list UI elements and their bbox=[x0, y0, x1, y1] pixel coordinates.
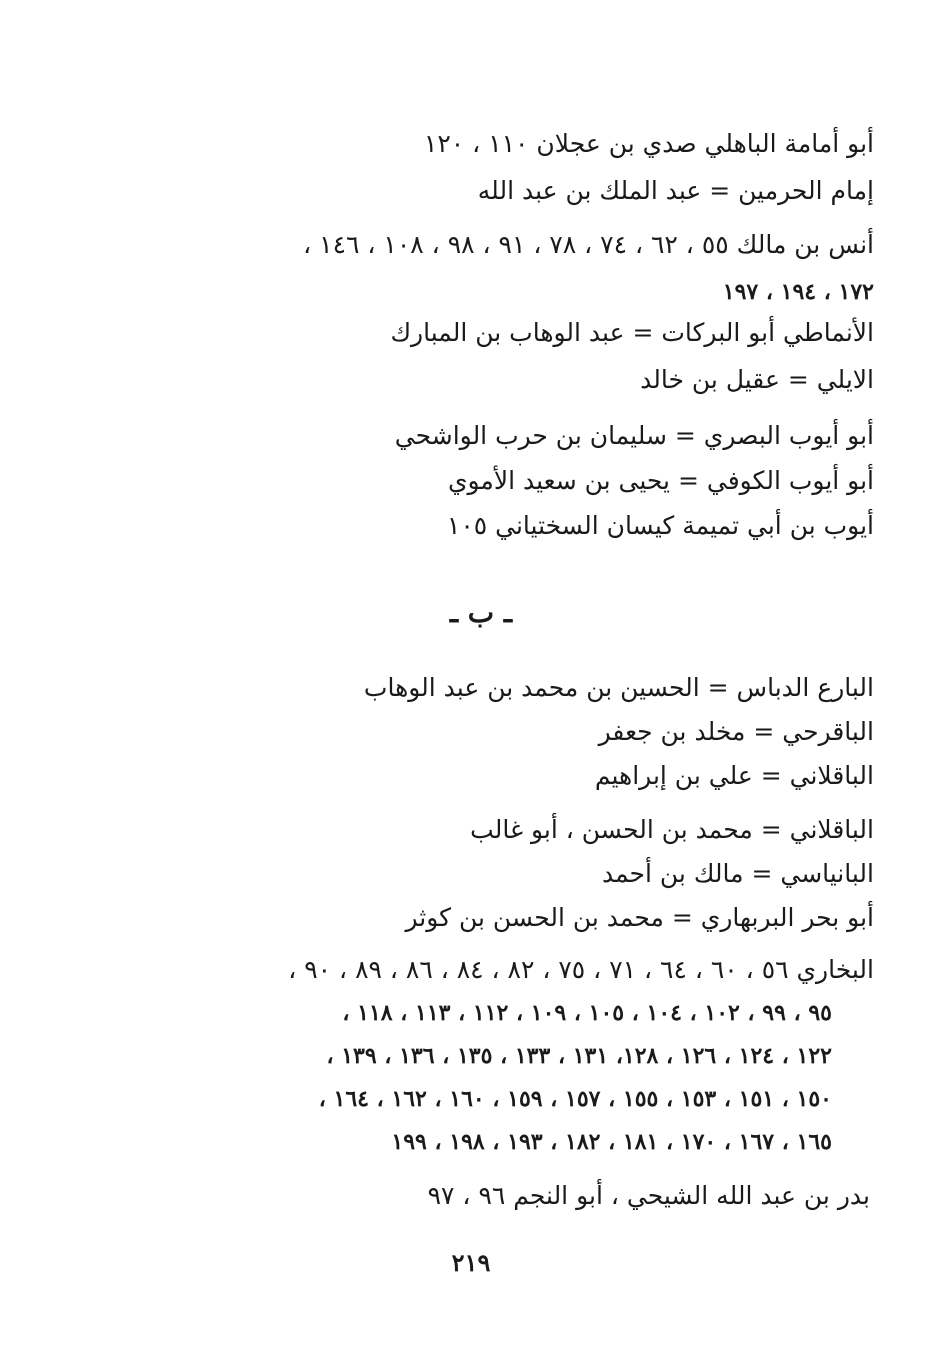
section-heading-ba: ـ ب ـ bbox=[449, 596, 513, 629]
index-entry: الباقلاني = محمد بن الحسن ، أبو غالب bbox=[470, 815, 874, 844]
index-entry: بدر بن عبد الله الشيحي ، أبو النجم ٩٦ ، ٩٧ bbox=[427, 1181, 870, 1210]
index-entry: الباقرحي = مخلد بن جعفر bbox=[598, 717, 874, 746]
index-entry-continuation: ١٦٥ ، ١٦٧ ، ١٧٠ ، ١٨١ ، ١٨٢ ، ١٩٣ ، ١٩٨ ، ١٩٩ bbox=[391, 1129, 832, 1155]
index-entry: الأنماطي أبو البركات = عبد الوهاب بن المبارك bbox=[390, 318, 874, 347]
index-entry: البخاري ٥٦ ، ٦٠ ، ٦٤ ، ٧١ ، ٧٥ ، ٨٢ ، ٨٤ ، ٨٦ ، ٨٩ ، ٩٠ ، bbox=[288, 955, 874, 984]
index-entry: أيوب بن أبي تميمة كيسان السختياني ١٠٥ bbox=[446, 511, 874, 540]
index-entry-continuation: ١٥٠ ، ١٥١ ، ١٥٣ ، ١٥٥ ، ١٥٧ ، ١٥٩ ، ١٦٠ ، ١٦٢ ، ١٦٤ ، bbox=[318, 1086, 832, 1112]
index-entry: الباقلاني = علي بن إبراهيم bbox=[594, 761, 874, 790]
index-entry-continuation: ١٧٢ ، ١٩٤ ، ١٩٧ bbox=[722, 279, 874, 305]
index-entry-continuation: ٩٥ ، ٩٩ ، ١٠٢ ، ١٠٤ ، ١٠٥ ، ١٠٩ ، ١١٢ ، ١١٣ ، ١١٨ ، bbox=[342, 1000, 832, 1026]
index-entry: أبو أمامة الباهلي صدي بن عجلان ١١٠ ، ١٢٠ bbox=[423, 129, 874, 158]
index-entry: إمام الحرمين = عبد الملك بن عبد الله bbox=[477, 176, 874, 205]
index-entry: أبو أيوب الكوفي = يحيى بن سعيد الأموي bbox=[447, 466, 874, 495]
index-entry: أبو بحر البربهاري = محمد بن الحسن بن كوثر bbox=[405, 903, 874, 932]
index-entry: أبو أيوب البصري = سليمان بن حرب الواشحي bbox=[394, 421, 874, 450]
index-entry: الايلي = عقيل بن خالد bbox=[640, 365, 874, 394]
index-entry: البانياسي = مالك بن أحمد bbox=[601, 859, 874, 888]
index-entry-continuation: ١٢٢ ، ١٢٤ ، ١٢٦ ، ١٢٨، ١٣١ ، ١٣٣ ، ١٣٥ ، ١٣٦ ، ١٣٩ ، bbox=[326, 1043, 832, 1069]
index-entry: البارع الدباس = الحسين بن محمد بن عبد الوهاب bbox=[363, 673, 874, 702]
index-entry: أنس بن مالك ٥٥ ، ٦٢ ، ٧٤ ، ٧٨ ، ٩١ ، ٩٨ ، ١٠٨ ، ١٤٦ ، bbox=[303, 230, 874, 259]
page-number: ٢١٩ bbox=[451, 1248, 491, 1277]
